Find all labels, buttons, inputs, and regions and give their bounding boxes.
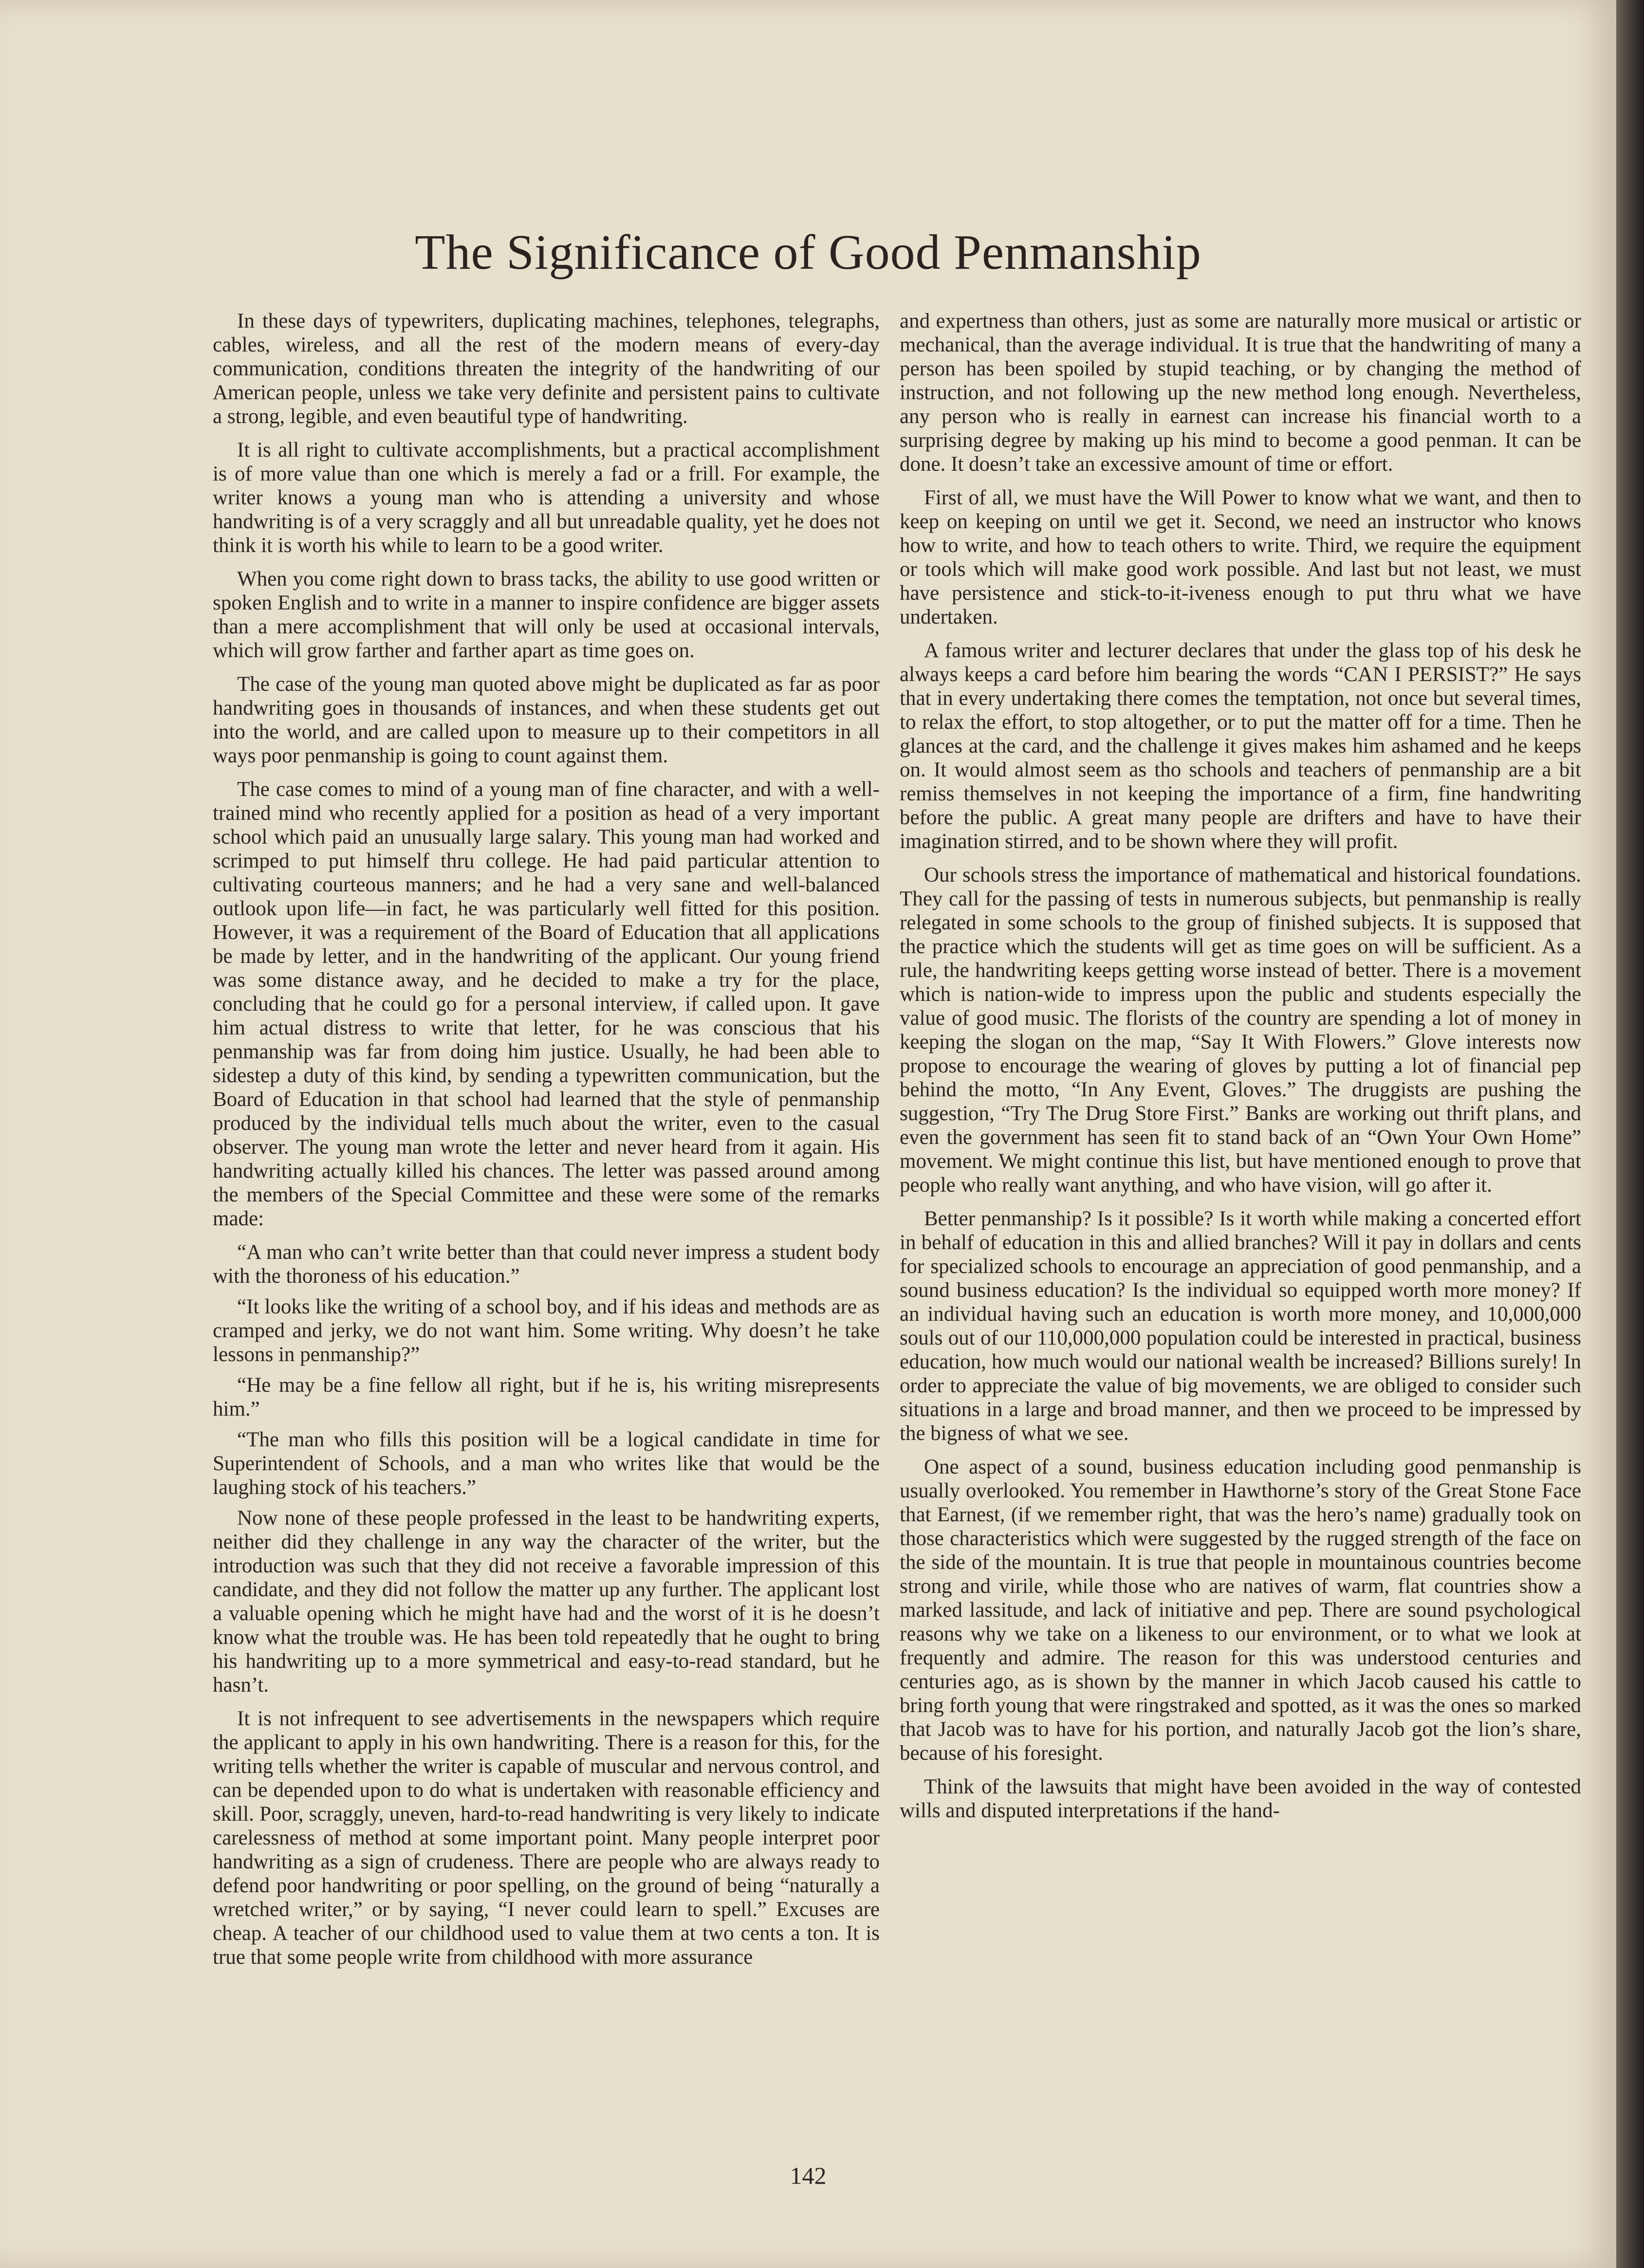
paragraph: Better penmanship? Is it possible? Is it worth while making a concerted effort in behalf of education in this and allied branches? Will it pay in dollars and cents for specialized schools to encourage an appreciation of good penmanship, and a sound business education? Is the individual so equipped worth more money? If an individual having such an education is worth more money, and 10,000,000 souls out of our 110,000,000 population could be interested in practical, business education, how much would our national wealth be increased? Billions surely! In order to appreciate the value of big movements, we are obliged to consider such situations in a large and broad manner, and then we proceed to be impressed by the bigness of what we see. — [900, 1207, 1581, 1445]
paragraph: First of all, we must have the Will Power to know what we want, and then to keep on keeping on until we get it. Second, we need an instructor who knows how to write, and how to teach others to write. Third, we require the equipment or tools which will make good work possible. And last but not least, we must have persistence and stick-to-it-iveness enough to put thru what we have undertaken. — [900, 486, 1581, 628]
page-number: 142 — [790, 2162, 827, 2189]
left-column — [213, 309, 880, 1979]
paragraph: Now none of these people professed in the least to be handwriting experts, neither did they challenge in any way the character of the writer, but the introduction was such that they did not receive a favorable impression of this candidate, and they did not follow the matter up any further. The applicant lost a valuable opening which he might have had and the worst of it is he doesn’t know what the trouble was. He has been told repeatedly that he ought to bring his handwriting up to a more symmetrical and easy-to-read standard, but he hasn’t. — [213, 1507, 880, 1696]
article-title: The Significance of Good Penmanship — [415, 225, 1201, 280]
quote-paragraph: “A man who can’t write better than that could never impress a student body with the thoroness of his education.” — [213, 1241, 880, 1288]
quote-paragraph: “The man who fills this position will be a logical candidate in time for Superintendent of Schools, and a man who writes like that would be the laughing stock of his teachers.” — [213, 1428, 880, 1499]
paragraph: The case of the young man quoted above might be duplicated as far as poor handwriting goes in thousands of instances, and when these students get out into the world, and are called upon to measure up to their competitors in all ways poor penmanship is going to count against them. — [213, 673, 880, 767]
paragraph: When you come right down to brass tacks, the ability to use good written or spoken English and to write in a manner to inspire confidence are bigger assets than a mere accomplishment that will only be used at occasional intervals, which will grow farther and farther apart as time goes on. — [213, 568, 880, 662]
paragraph: Our schools stress the importance of mathematical and historical foundations. They call for the passing of tests in numerous subjects, but penmanship is really relegated in some schools to the group of finished subjects. It is supposed that the practice which the students will get as time goes on will be sufficient. As a rule, the handwriting keeps getting worse instead of better. There is a movement which is nation-wide to impress upon the public and students especially the value of good music. The florists of the country are spending a lot of money in keeping the slogan on the map, “Say It With Flowers.” Glove interests now propose to encourage the wearing of gloves by putting a lot of financial pep behind the motto, “In Any Event, Gloves.” The druggists are pushing the suggestion, “Try The Drug Store First.” Banks are working out thrift plans, and even the government has seen fit to stand back of an “Own Your Own Home” movement. We might continue this list, but have mentioned enough to prove that people who really want anything, and who have vision, will go after it. — [900, 864, 1581, 1197]
paragraph: It is all right to cultivate accomplishments, but a practical accomplishment is of more value than one which is merely a fad or a frill. For example, the writer knows a young man who is attending a university and whose handwriting is of a very scraggly and all but unreadable quality, yet he does not think it is worth his while to learn to be a good writer. — [213, 439, 880, 557]
right-column — [900, 309, 1581, 1832]
paragraph: One aspect of a sound, business education including good penmanship is usually overlooked. You remember in Hawthorne’s story of the Great Stone Face that Earnest, (if we remember right, that was the hero’s name) gradually took on those characteristics which were suggested by the rugged strength of the face on the side of the mountain. It is true that people in mountainous countries become strong and virile, while those who are natives of warm, flat countries show a marked lassitude, and lack of initiative and pep. There are sound psychological reasons why we take on a likeness to our environment, or to what we look at frequently and admire. The reason for this was understood centuries and centuries ago, as is shown by the manner in which Jacob caused his cattle to bring forth young that were ringstraked and spotted, as it was the ones so marked that Jacob was to have for his portion, and naturally Jacob got the lion’s share, because of his foresight. — [900, 1456, 1581, 1765]
paragraph: A famous writer and lecturer declares that under the glass top of his desk he always keeps a card before him bearing the words “CAN I PERSIST?” He says that in every undertaking there comes the temptation, not once but several times, to relax the effort, to stop altogether, or to put the matter off for a time. Then he glances at the card, and the challenge it gives makes him ashamed and he keeps on. It would almost seem as tho schools and teachers of penmanship are a bit remiss themselves in not keeping the importance of a firm, fine handwriting before the public. A great many people are drifters and have to have their imagination stirred, and to be shown where they will profit. — [900, 639, 1581, 853]
quote-paragraph: “It looks like the writing of a school boy, and if his ideas and methods are as cramped and jerky, we do not want him. Some writing. Why doesn’t he take lessons in penmanship?” — [213, 1295, 880, 1366]
quote-paragraph: “He may be a fine fellow all right, but if he is, his writing misrepresents him.” — [213, 1374, 880, 1420]
page-edge-shadow — [1616, 0, 1644, 2268]
paragraph: In these days of typewriters, duplicating machines, telephones, telegraphs, cables, wireless, and all the rest of the modern means of every-day communication, conditions threaten the integrity of the handwriting of our American people, unless we take very definite and persistent pains to cultivate a strong, legible, and even beautiful type of handwriting. — [213, 310, 880, 428]
paragraph: Think of the lawsuits that might have been avoided in the way of contested wills and disputed interpretations if the hand- — [900, 1775, 1581, 1822]
paragraph: and expertness than others, just as some are naturally more musical or artistic or mechanical, than the average individual. It is true that the handwriting of many a person has been spoiled by stupid teaching, or by changing the method of instruction, and not following up the new method long enough. Nevertheless, any person who is really in earnest can increase his financial worth to a surprising degree by making up his mind to become a good penman. It can be done. It doesn’t take an excessive amount of time or effort. — [900, 310, 1581, 476]
paragraph: The case comes to mind of a young man of fine character, and with a well-trained mind who recently applied for a position as head of a very important school which paid an unusually large salary. This young man had worked and scrimped to put himself thru college. He had paid particular attention to cultivating courteous manners; and he had a very sane and well-balanced outlook upon life—in fact, he was particularly well fitted for this position. However, it was a requirement of the Board of Education that all applications be made by letter, and in the handwriting of the applicant. Our young friend was some distance away, and he decided to make a try for the place, concluding that he could go for a personal interview, if called upon. It gave him actual distress to write that letter, for he was conscious that his penmanship was far from doing him justice. Usually, he had been able to sidestep a duty of this kind, by sending a typewritten communication, but the Board of Education in that school had learned that the style of penmanship produced by the individual tells much about the writer, even to the casual observer. The young man wrote the letter and never heard from it again. His handwriting actually killed his chances. The letter was passed around among the members of the Special Committee and these were some of the remarks made: — [213, 778, 880, 1230]
paragraph: It is not infrequent to see advertisements in the newspapers which require the applicant to apply in his own handwriting. There is a reason for this, for the writing tells whether the writer is capable of muscular and nervous control, and can be depended upon to do what is undertaken with reasonable efficiency and skill. Poor, scraggly, uneven, hard-to-read handwriting is very likely to indicate carelessness of method at some important point. Many people interpret poor handwriting as a sign of crudeness. There are people who are always ready to defend poor handwriting or poor spelling, on the ground of being “naturally a wretched writer,” or by saying, “I never could learn to spell.” Excuses are cheap. A teacher of our childhood used to value them at two cents a ton. It is true that some people write from childhood with more assurance — [213, 1707, 880, 1969]
